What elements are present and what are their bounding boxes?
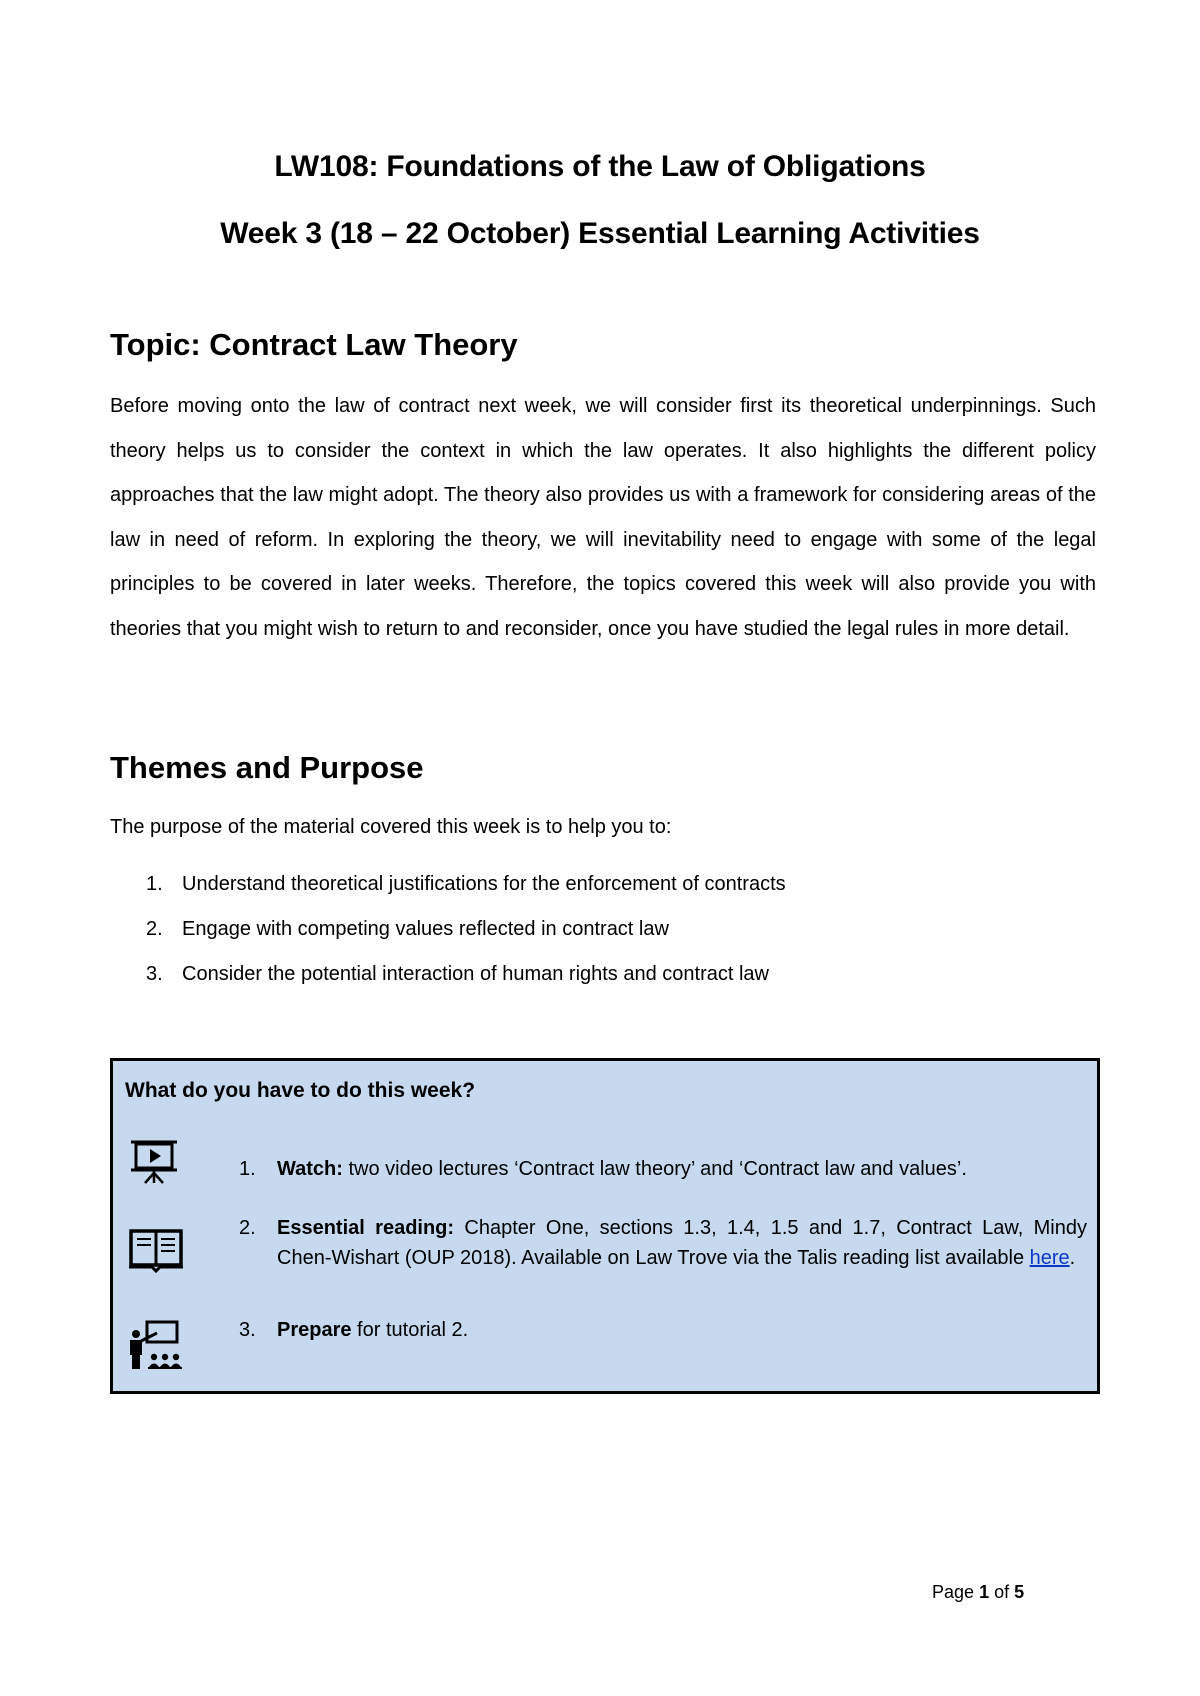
list-item-text: Understand theoretical justifications for the enforcement of contracts — [182, 873, 786, 895]
page-number — [932, 1582, 1024, 1603]
page-total: 5 — [1014, 1582, 1025, 1602]
task-label: Essential reading: — [277, 1217, 455, 1239]
topic-paragraph: Before moving onto the law of contract next week, we will consider first its theoretical underpinnings. Such theory helps us to consider the context in which the law operates. It also highlights the different policy approaches that the law might adopt. The theory also provides us with a framework for considering areas of the law in need of reform. In exploring the theory, we will inevitability need to engage with some of the legal principles to be covered in later weeks. Therefore, the topics covered this week will also provide you with theories that you might wish to return to and reconsider, once you have studied the legal rules in more detail. — [110, 395, 1096, 640]
book-reading-icon — [127, 1227, 185, 1278]
task-prepare — [239, 1315, 1087, 1345]
reading-list-link[interactable]: here — [1029, 1247, 1070, 1269]
task-label: Prepare — [277, 1319, 352, 1341]
themes-heading: Themes and Purpose — [110, 750, 424, 785]
page-of-label: of — [994, 1582, 1010, 1602]
document-title: LW108: Foundations of the Law of Obligations — [274, 150, 926, 183]
list-item-text: Engage with competing values reflected in contract law — [182, 918, 669, 940]
video-lecture-icon — [127, 1139, 181, 1190]
tutorial-teacher-icon — [127, 1319, 185, 1376]
weekly-tasks-heading: What do you have to do this week? — [125, 1079, 476, 1102]
task-text: Chapter One, sections 1.3, 1.4, 1.5 and 1.7, Contract Law, Mindy Chen-Wishart (OUP 2018). Available on Law Trove via the Talis reading list available — [277, 1217, 1087, 1269]
weekly-tasks-box — [110, 1058, 1100, 1394]
list-item — [110, 959, 786, 1004]
task-text: two video lectures ‘Contract law theory’ and ‘Contract law and values’. — [342, 1158, 967, 1180]
task-text: for tutorial 2. — [351, 1319, 469, 1341]
list-item — [110, 869, 786, 914]
task-watch — [239, 1154, 1087, 1184]
topic-heading: Topic: Contract Law Theory — [110, 327, 518, 362]
page-current: 1 — [979, 1582, 990, 1602]
list-item-number: 1. — [146, 873, 163, 895]
task-text-end: . — [1069, 1247, 1076, 1269]
task-number: 2. — [239, 1217, 256, 1239]
task-essential-reading — [239, 1213, 1087, 1273]
page-label: Page — [932, 1582, 975, 1602]
task-number: 1. — [239, 1158, 256, 1180]
list-item-number: 3. — [146, 963, 163, 985]
list-item-text: Consider the potential interaction of human rights and contract law — [182, 963, 770, 985]
list-item — [110, 914, 786, 959]
task-number: 3. — [239, 1319, 256, 1341]
purpose-intro: The purpose of the material covered this week is to help you to: — [110, 816, 672, 838]
task-label: Watch: — [277, 1158, 343, 1180]
document-subtitle: Week 3 (18 – 22 October) Essential Learning Activities — [220, 217, 980, 250]
purpose-list — [110, 869, 786, 1004]
list-item-number: 2. — [146, 918, 163, 940]
